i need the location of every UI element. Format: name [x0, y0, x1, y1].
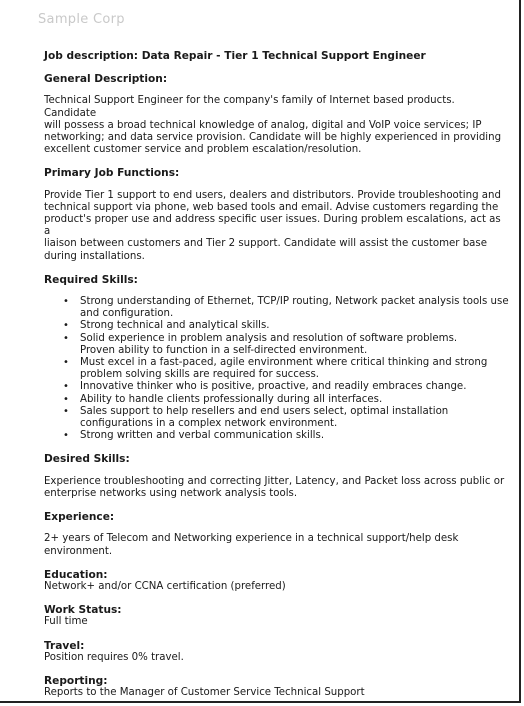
list-item-line: • Must excel in a fast-paced, agile environment where critical thinking and strong	[80, 357, 488, 369]
desired-skills-text	[44, 476, 510, 500]
education-text: Network+ and/or CCNA certification (preferred)	[44, 580, 286, 592]
list-item	[80, 430, 510, 442]
list-item	[80, 394, 510, 406]
text-line: technical support via phone, web based tools and email. Advise customers regarding the	[44, 201, 499, 213]
travel-heading: Travel:	[44, 639, 85, 652]
education-heading: Education:	[44, 568, 108, 581]
text-line: excellent customer service and problem escalation/resolution.	[44, 144, 362, 156]
list-item-line: • Strong understanding of Ethernet, TCP/IP routing, Network packet analysis tools use	[80, 296, 509, 308]
text-line: during installations.	[44, 250, 145, 262]
text-line: will possess a broad technical knowledge of analog, digital and VoIP voice services; IP	[44, 119, 482, 131]
required-skills-heading: Required Skills:	[44, 273, 138, 286]
primary-functions-heading: Primary Job Functions:	[44, 167, 180, 180]
text-line: Provide Tier 1 support to end users, dealers and distributors. Provide troubleshooting and	[44, 189, 501, 201]
required-skills-list	[44, 296, 510, 442]
text-line: Technical Support Engineer for the company's family of Internet based products. Candidate	[44, 95, 455, 119]
job-title: Job description: Data Repair - Tier 1 Technical Support Engineer	[44, 50, 426, 62]
list-item-line: Proven ability to function in a self-directed environment.	[80, 344, 368, 356]
list-item-line: problem solving skills are required for success.	[80, 369, 319, 381]
reporting-heading: Reporting:	[44, 674, 108, 687]
work-status-text: Full time	[44, 616, 88, 628]
list-item-line: • Sales support to help resellers and end users select, optimal installation	[80, 405, 449, 417]
general-description-text	[44, 95, 510, 156]
list-item-line: and configuration.	[80, 308, 174, 320]
document-body	[44, 50, 510, 699]
list-item	[80, 406, 510, 430]
text-line: networking; and data service provision. Candidate will be highly experienced in providing	[44, 132, 502, 144]
experience-text	[44, 533, 510, 557]
text-line: product's proper use and address specific user issues. During problem escalations, act as a	[44, 214, 501, 238]
primary-functions-text	[44, 190, 510, 263]
reporting-text: Reports to the Manager of Customer Service Technical Support	[44, 687, 365, 699]
text-line: environment.	[44, 545, 113, 557]
desired-skills-heading: Desired Skills:	[44, 453, 130, 466]
list-item	[80, 381, 510, 393]
experience-heading: Experience:	[44, 511, 115, 524]
text-line: liaison between customers and Tier 2 support. Candidate will assist the customer base	[44, 238, 487, 250]
text-line: 2+ years of Telecom and Networking experience in a technical support/help desk	[44, 533, 459, 545]
list-item	[80, 296, 510, 320]
travel-text: Position requires 0% travel.	[44, 651, 184, 663]
text-line: Experience troubleshooting and correcting Jitter, Latency, and Packet loss across public or	[44, 475, 505, 487]
list-item	[80, 320, 510, 332]
list-item-line: • Strong technical and analytical skills.	[80, 320, 270, 332]
work-status-heading: Work Status:	[44, 604, 122, 617]
text-line: enterprise networks using network analysis tools.	[44, 487, 298, 499]
list-item-line: • Ability to handle clients professionally during all interfaces.	[80, 393, 383, 405]
list-item	[80, 357, 510, 381]
list-item-line: configurations in a complex network environment.	[80, 418, 338, 430]
list-item-line: • Strong written and verbal communication skills.	[80, 430, 325, 442]
list-item-line: • Solid experience in problem analysis and resolution of software problems.	[80, 332, 458, 344]
list-item-line: • Innovative thinker who is positive, proactive, and readily embraces change.	[80, 381, 467, 393]
list-item	[80, 333, 510, 357]
company-name: Sample Corp	[38, 12, 125, 27]
general-description-heading: General Description:	[44, 73, 168, 86]
